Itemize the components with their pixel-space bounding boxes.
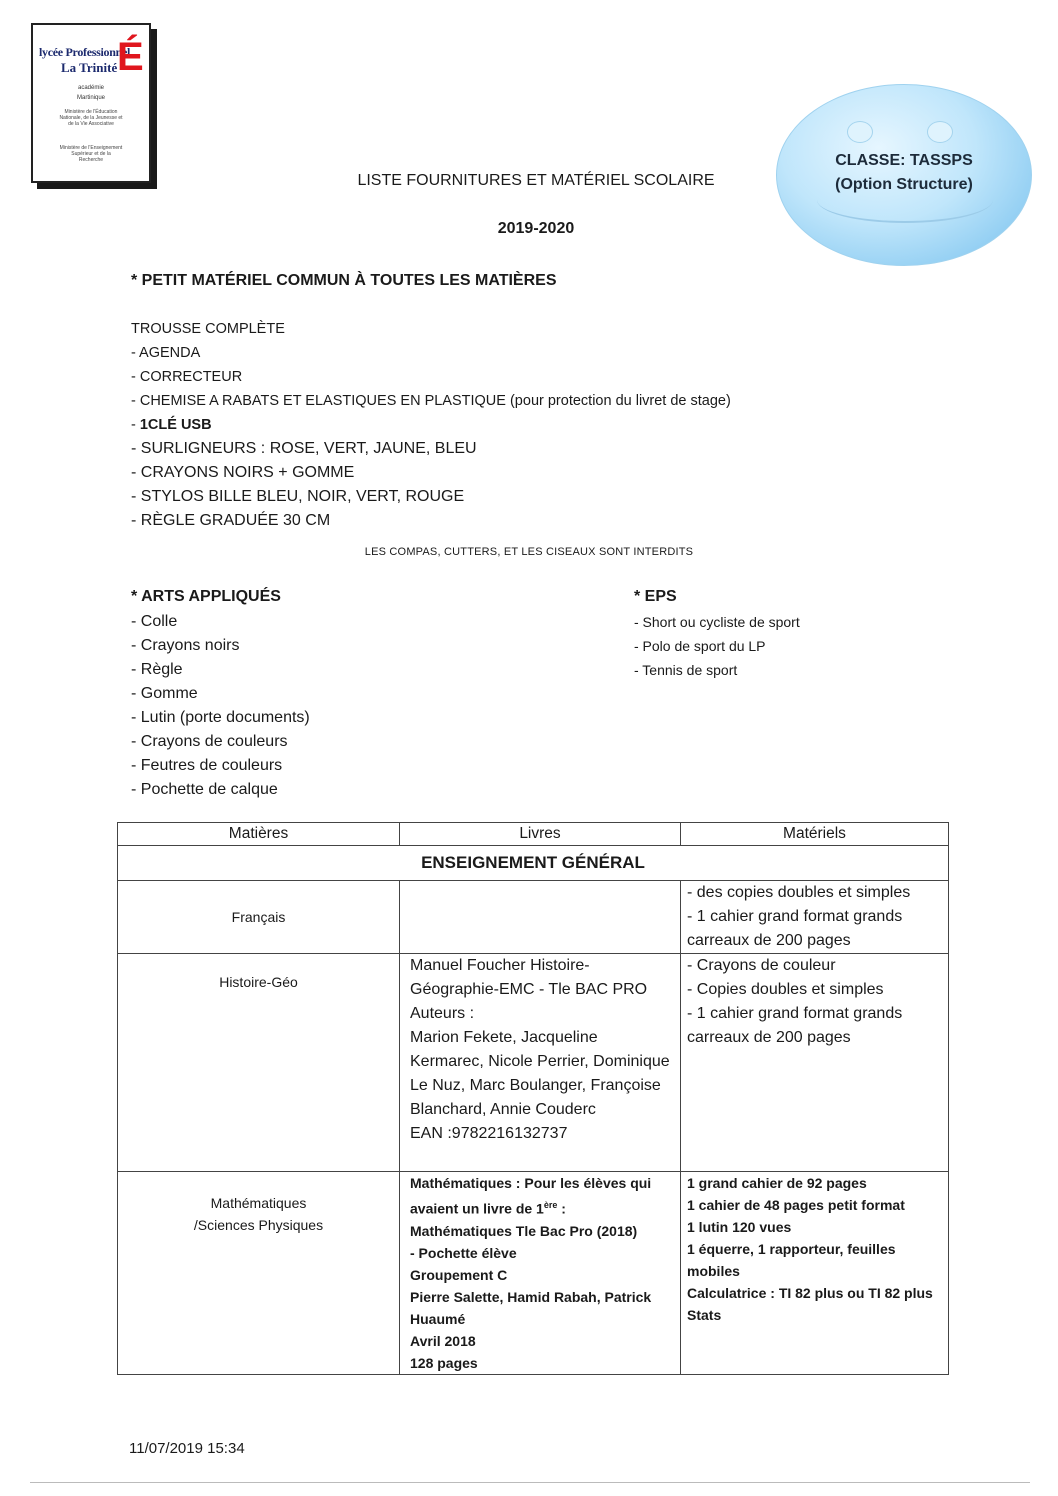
school-year: 2019-2020 [497,220,575,237]
logo-line2: La Trinité [61,60,118,75]
material-item: Calculatrice : TI 82 plus ou TI 82 plus Stats [687,1285,933,1323]
list-item: - Lutin (porte documents) [131,709,310,726]
bubble-left-eye [847,121,873,143]
common-heading: * PETIT MATÉRIEL COMMUN À TOUTES LES MATIÈRES [131,272,557,289]
arts-list [131,610,310,802]
material-item: 1 lutin 120 vues [687,1219,792,1235]
list-item: - CORRECTEUR [131,369,243,385]
books-histoire [400,954,681,1172]
books-maths [400,1172,681,1375]
book-item: EAN :9782216132737 [410,1125,568,1142]
material-item: - Copies doubles et simples [687,981,884,998]
subject-maths-line2: /Sciences Physiques [193,1217,324,1233]
usb-prefix: - [131,417,140,433]
logo-ministry1: Ministère de l'Éducation Nationale, de la Jeunesse et de la Vie Associative [59,109,123,127]
list-item: - Pochette de calque [131,781,278,798]
class-option: (Option Structure) [835,176,973,193]
header-materials: Matériels [681,823,949,846]
list-item: - Short ou cycliste de sport [634,614,800,630]
material-item: - Crayons de couleur [687,957,836,974]
book-item: Mathématiques Tle Bac Pro (2018) [410,1222,638,1239]
logo-letter: É [117,35,144,79]
logo-line1: lycée Professionnel [39,45,131,59]
list-item [131,413,731,437]
book-item: Manuel Foucher Histoire-Géographie-EMC - Tle BAC PRO [410,957,648,998]
table-row [118,1172,949,1375]
table-row [118,881,949,954]
book-intro-sup: ère [543,1200,558,1210]
list-item: - Tennis de sport [634,662,738,678]
list-item: - Gomme [131,685,198,702]
eps-heading: * EPS [634,588,677,605]
footer-timestamp: 11/07/2019 15:34 [129,1440,245,1457]
logo-ministry2: Ministère de l'Enseignement Supérieur et de la Recherche [59,145,123,163]
bubble-right-eye [927,121,953,143]
table-section-row [118,846,949,881]
forbidden-note: LES COMPAS, CUTTERS, ET LES CISEAUX SONT INTERDITS [364,546,694,558]
list-item: - CRAYONS NOIRS + GOMME [131,464,355,481]
list-item: - Crayons de couleurs [131,733,288,750]
eps-list [634,610,800,682]
class-name: CLASSE: TASSPS [835,152,973,169]
materials-histoire [681,954,949,1172]
material-item: - 1 cahier grand format grands carreaux de 200 pages [687,1005,903,1046]
table-row [118,954,949,1172]
list-item: - SURLIGNEURS : ROSE, VERT, JAUNE, BLEU [131,440,477,457]
material-item: - 1 cahier grand format grands carreaux de 200 pages [687,908,903,949]
material-item: - des copies doubles et simples [687,884,911,901]
books-francais [400,881,681,954]
book-item: - Pochette élève [410,1244,517,1261]
book-intro-text: Mathématiques : Pour les élèves qui avaient un livre de 1 [410,1175,652,1217]
list-item: - AGENDA [131,345,201,361]
supplies-table [117,822,949,1375]
material-item: 1 grand cahier de 92 pages [687,1175,867,1191]
material-item: 1 cahier de 48 pages petit format [687,1197,905,1213]
list-item: - Polo de sport du LP [634,638,766,654]
list-item: - Règle [131,661,183,678]
book-item: Pierre Salette, Hamid Rabah, Patrick Huaumé [410,1288,652,1327]
book-item: Auteurs : [410,1005,475,1022]
book-item: Avril 2018 [410,1332,476,1349]
common-list [131,317,731,533]
list-item: - Colle [131,613,178,630]
subject-histoire: Histoire-Géo [118,954,400,1172]
materials-francais [681,881,949,954]
materials-maths [681,1172,949,1375]
book-item: Groupement C [410,1266,508,1283]
list-item: - Crayons noirs [131,637,240,654]
arts-heading: * ARTS APPLIQUÉS [131,588,281,605]
subject-maths [118,1172,400,1375]
logo-region: Martinique [76,95,105,101]
book-intro [410,1172,674,1220]
table-header-row [118,823,949,846]
book-item: Marion Fekete, Jacqueline Kermarec, Nicole Perrier, Dominique Le Nuz, Marc Boulanger, Françoise Blanchard, Annie Couderc [410,1029,670,1118]
usb-item: 1CLÉ USB [139,417,212,433]
page-title: LISTE FOURNITURES ET MATÉRIEL SCOLAIRE [357,172,715,189]
book-intro-end: : [557,1200,566,1217]
book-item: 128 pages [410,1354,478,1371]
header-subjects: Matières [118,823,400,846]
footer-divider [30,1482,1030,1483]
list-item: TROUSSE COMPLÈTE [131,321,285,337]
logo-academie: académie [77,85,104,91]
material-item: 1 équerre, 1 rapporteur, feuilles mobiles [687,1241,896,1279]
list-item: - RÈGLE GRADUÉE 30 CM [131,512,331,529]
header-books: Livres [400,823,681,846]
subject-francais: Français [118,881,400,954]
list-item: - STYLOS BILLE BLEU, NOIR, VERT, ROUGE [131,488,465,505]
subject-maths-line1: Mathématiques [210,1195,307,1211]
school-logo [31,23,151,183]
section-general: ENSEIGNEMENT GÉNÉRAL [118,846,949,881]
list-item: - Feutres de couleurs [131,757,283,774]
list-item: - CHEMISE A RABATS ET ELASTIQUES EN PLASTIQUE (pour protection du livret de stage) [131,393,731,409]
